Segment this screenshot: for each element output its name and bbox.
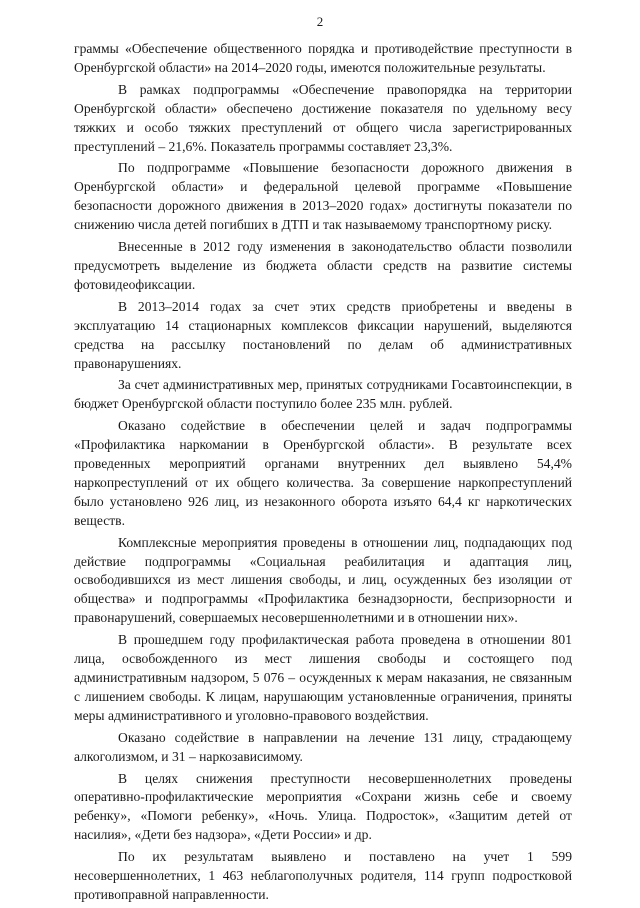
paragraph-drug-prevention: Оказано содействие в обеспечении целей и задач подпрограммы «Профилактика наркомании в Оренбургской области». В результате всех проведенных мероприятий органами внутренних дел выявлено 54,4% наркопреступлений от их общего количества. За совершение наркопреступлений было установлено 926 лиц, из незаконного оборота изъято 64,4 кг наркотических веществ. bbox=[74, 418, 572, 528]
paragraph-road-safety: По подпрограмме «Повышение безопасности дорожного движения в Оренбургской области» и федеральной целевой программе «Повышение безопасности дорожного движения в 2013–2020 годах» достигнуты показатели по снижению числа детей погибших в ДТП и так называемому транспортному риску. bbox=[74, 160, 572, 233]
paragraph-photo-video-complexes: В 2013–2014 годах за счет этих средств приобретены и введены в эксплуатацию 14 стационарных комплексов фиксации нарушений, выделяются средства на рассылку постановлений по делам об административных правонарушениях. bbox=[74, 298, 572, 371]
paragraph-budget-revenue: За счет административных мер, принятых сотрудниками Госавтоинспекции, в бюджет Оренбургской области поступило более 235 млн. рублей. bbox=[74, 377, 572, 412]
paragraph-treatment: Оказано содействие в направлении на лечение 131 лицу, страдающему алкоголизмом, и 31 – наркозависимому. bbox=[74, 729, 572, 764]
paragraph-rehabilitation: Комплексные мероприятия проведены в отношении лиц, подпадающих под действие подпрограммы «Социальная реабилитация и адаптация лиц, освободившихся из мест лишения свободы, и лиц, осужденных без изоляции от общества» и подпрограммы «Профилактика безнадзорности, беспризорности и правонарушений, совершаемых несовершеннолетними и в отношении них». bbox=[74, 534, 572, 626]
paragraph-preventive-work: В прошедшем году профилактическая работа проведена в отношении 801 лица, освобожденного из мест лишения свободы и состоящего под административным надзором, 5 076 – осужденных к мерам наказания, не связанным с лишением свободы. К лицам, нарушающим установленные ограничения, приняты меры административного и уголовно-правового воздействия. bbox=[74, 632, 572, 723]
paragraph-legislation-changes: Внесенные в 2012 году изменения в законодательство области позволили предусмотреть выделение из бюджета области средств на развитие системы фотовидеофиксации. bbox=[74, 239, 572, 292]
paragraph-continuation: граммы «Обеспечение общественного порядка и противодействие преступности в Оренбургской области» на 2014–2020 годы, имеются положительные результаты. bbox=[74, 41, 572, 75]
document-body bbox=[74, 40, 572, 908]
paragraph-juvenile-operations: В целях снижения преступности несовершеннолетних проведены оперативно-профилактические мероприятия «Сохрани жизнь себе и своему ребенку», «Помоги ребенку», «Ночь. Улица. Подросток», «Защитим детей от насилия», «Дети без надзора», «Дети России» и др. bbox=[74, 770, 572, 843]
paragraph-results: По их результатам выявлено и поставлено на учет 1 599 несовершеннолетних, 1 463 неблагополучных родителя, 114 групп подростковой противоправной направленности. bbox=[74, 849, 572, 902]
page-number: 2 bbox=[316, 14, 324, 29]
paragraph-public-order: В рамках подпрограммы «Обеспечение правопорядка на территории Оренбургской области» обеспечено достижение показателя по удельному весу тяжких и особо тяжких преступлений от общего числа зарегистрированных преступлений – 21,6%. Показатель программы составляет 23,3%. bbox=[74, 81, 572, 154]
